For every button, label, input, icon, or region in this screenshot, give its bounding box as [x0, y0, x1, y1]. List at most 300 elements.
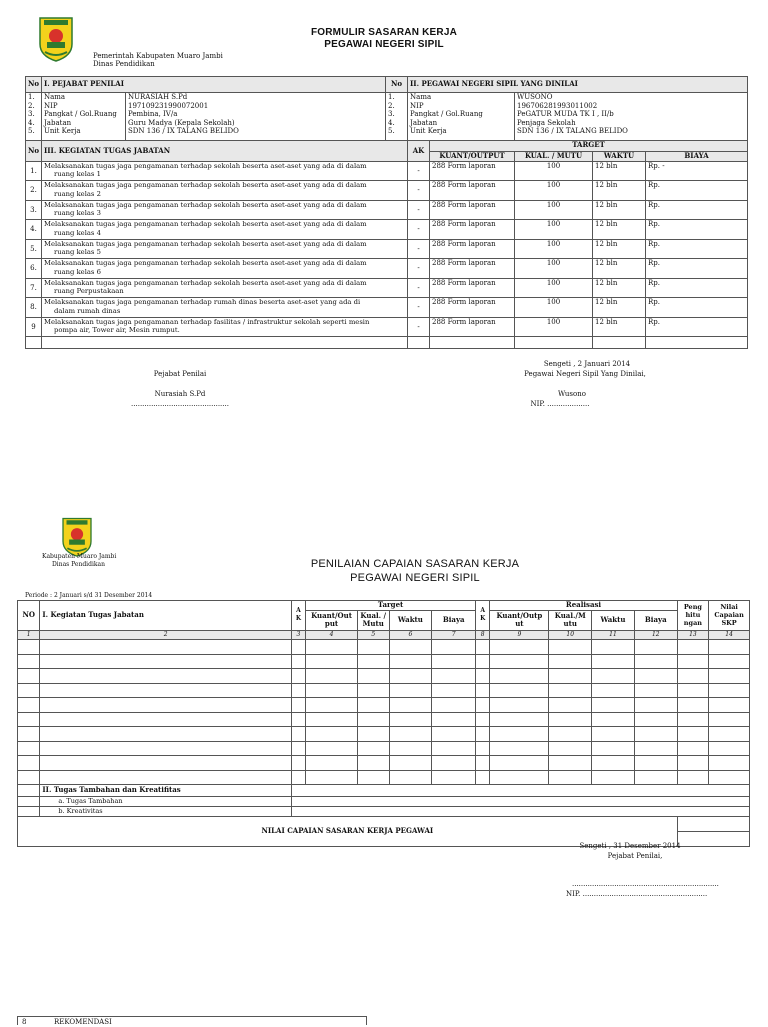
empty-cell: [306, 654, 358, 669]
task-kuant: 288 Form laporan: [430, 298, 515, 318]
left-signature-name: Nurasiah S.Pd: [154, 390, 206, 398]
empty-cell: [634, 756, 677, 771]
sasaran-kerja-table: [25, 76, 748, 349]
penilai-position: Guru Madya (Kepala Sekolah): [128, 118, 235, 127]
task-kuant: 288 Form laporan: [430, 200, 515, 220]
task-kuant: 288 Form laporan: [430, 259, 515, 279]
empty-cell: [291, 727, 305, 742]
period-text: Periode : 2 Januari s/d 31 Desember 2014: [25, 592, 153, 599]
empty-cell: [592, 712, 635, 727]
task-waktu: 12 bln: [593, 317, 646, 337]
empty-cell: [306, 727, 358, 742]
task-description: Melaksanakan tugas jaga pengamanan terhadap sekolah beserta aset-aset yang ada di dalam ruang kelas 2: [42, 181, 408, 201]
org-name: Pemerintah Kabupaten Muaro Jambi: [93, 52, 223, 60]
table-row: [18, 756, 750, 771]
section-number: 8: [22, 1018, 27, 1026]
task-row: [26, 200, 748, 220]
right-signature-nip: NIP. ...................: [530, 400, 590, 408]
empty-cell: [515, 337, 593, 349]
pegawai-values: [515, 93, 748, 141]
empty-cell: [476, 770, 490, 785]
empty-cell: [476, 654, 490, 669]
empty-cell: [389, 712, 432, 727]
empty-cell: [389, 669, 432, 684]
form1-title: FORMULIR SASARAN KERJA: [310, 27, 458, 38]
task-number: 5.: [26, 239, 42, 259]
empty-cell: [432, 756, 476, 771]
empty-cell: [634, 741, 677, 756]
empty-cell: [677, 741, 709, 756]
empty-cell: [549, 654, 592, 669]
empty-cell: [634, 683, 677, 698]
empty-cell: [291, 669, 305, 684]
table-row: [18, 683, 750, 698]
empty-cell: [549, 683, 592, 698]
empty-cell: [476, 756, 490, 771]
empty-cell: [389, 640, 432, 655]
field-labels: Nama NIP Pangkat / Gol.Ruang Jabatan Unit Kerja: [42, 93, 126, 141]
task-biaya: Rp.: [646, 298, 748, 318]
right-signature-name: Wusono: [558, 390, 586, 398]
empty-cell: [18, 785, 40, 797]
empty-cell: [709, 756, 750, 771]
empty-cell: [677, 640, 709, 655]
empty-cell: [18, 797, 40, 807]
pegawai-rank: PeGATUR MUDA TK I , II/b: [517, 110, 614, 118]
empty-cell: [432, 640, 476, 655]
empty-cell: [593, 337, 646, 349]
nilai-capaian-label: NILAI CAPAIAN SASARAN KERJA PEGAWAI: [18, 817, 678, 847]
penilai-nip: 197109231990072001: [128, 101, 209, 110]
biaya-target-header: Biaya: [432, 610, 476, 630]
task-row: [26, 181, 748, 201]
kual-header: KUAL. / MUTU: [515, 152, 593, 162]
table-row: [18, 640, 750, 655]
empty-cell: [357, 770, 389, 785]
empty-cell: [490, 683, 549, 698]
pegawai-nip: 196706281993011002: [517, 101, 598, 110]
kuant-realisasi-header: Kuant/Outp ut: [490, 610, 549, 630]
realisasi-header: Realisasi: [490, 601, 677, 611]
regency-emblem-logo: [37, 14, 75, 62]
table-row: [18, 712, 750, 727]
empty-cell: [40, 756, 291, 771]
target-header: Target: [306, 601, 476, 611]
empty-cell: [357, 669, 389, 684]
empty-cell: [677, 654, 709, 669]
left-signature-role: Pejabat Penilai: [153, 370, 207, 378]
table-row: [18, 698, 750, 713]
empty-cell: [709, 770, 750, 785]
task-ak: -: [408, 181, 430, 201]
empty-cell: [291, 683, 305, 698]
empty-cell: [291, 654, 305, 669]
signature-nip: NIP. ........................................................: [566, 890, 708, 898]
task-kuant: 288 Form laporan: [430, 317, 515, 337]
empty-cell: [592, 770, 635, 785]
task-row: [26, 298, 748, 318]
empty-cell: [40, 712, 291, 727]
task-biaya: Rp.: [646, 181, 748, 201]
empty-cell: [709, 741, 750, 756]
empty-cell: [432, 727, 476, 742]
waktu-realisasi-header: Waktu: [592, 610, 635, 630]
nilai-capaian-header: Nilai Capaian SKP: [709, 601, 750, 631]
empty-cell: [592, 640, 635, 655]
empty-cell: [634, 727, 677, 742]
col-no-header: No: [386, 77, 408, 93]
empty-cell: [432, 669, 476, 684]
table-row: [18, 669, 750, 684]
empty-cell: [677, 683, 709, 698]
empty-cell: [592, 683, 635, 698]
col-no-header: NO: [18, 601, 40, 631]
empty-cell: [490, 698, 549, 713]
empty-cell: [430, 337, 515, 349]
penilai-name: NURASIAH S.Pd: [128, 93, 188, 101]
empty-cell: [677, 727, 709, 742]
form2-subtitle: PEGAWAI NEGERI SIPIL: [350, 572, 480, 584]
kual-target-header: Kual. / Mutu: [357, 610, 389, 630]
empty-cell: [709, 669, 750, 684]
empty-cell: [549, 698, 592, 713]
empty-cell: [389, 654, 432, 669]
empty-cell: [357, 712, 389, 727]
task-biaya: Rp.: [646, 239, 748, 259]
task-kual: 100: [515, 298, 593, 318]
task-number: 1.: [26, 161, 42, 181]
task-number: 7.: [26, 278, 42, 298]
rekomendasi-label: REKOMENDASI: [54, 1018, 112, 1026]
empty-cell: [357, 654, 389, 669]
empty-cell: [291, 698, 305, 713]
task-waktu: 12 bln: [593, 298, 646, 318]
empty-cell: [18, 770, 40, 785]
task-description: Melaksanakan tugas jaga pengamanan terhadap sekolah beserta aset-aset yang ada di dalam ruang kelas 3: [42, 200, 408, 220]
task-row: [26, 239, 748, 259]
empty-cell: [432, 712, 476, 727]
empty-cell: [291, 756, 305, 771]
task-description: Melaksanakan tugas jaga pengamanan terhadap sekolah beserta aset-aset yang ada di dalam ruang kelas 5: [42, 239, 408, 259]
empty-cell: [389, 683, 432, 698]
empty-cell: [42, 337, 408, 349]
signature-role: Pejabat Penilai,: [607, 852, 663, 860]
empty-cell: [408, 337, 430, 349]
empty-cell: [490, 669, 549, 684]
empty-cell: [389, 756, 432, 771]
waktu-header: WAKTU: [593, 152, 646, 162]
empty-cell: [490, 640, 549, 655]
empty-cell: [476, 712, 490, 727]
empty-cell: [646, 337, 748, 349]
empty-cell: [291, 797, 749, 807]
empty-cell: [291, 712, 305, 727]
date-line: Sengeti , 2 Januari 2014: [543, 360, 631, 368]
empty-cell: [432, 683, 476, 698]
field-numbers: 1. 2. 3. 4. 5.: [26, 93, 42, 141]
empty-cell: [549, 741, 592, 756]
empty-cell: [476, 669, 490, 684]
ak-header: AK: [408, 141, 430, 162]
empty-cell: [291, 785, 749, 797]
kegiatan-header: I. Kegiatan Tugas Jabatan: [40, 601, 291, 631]
empty-cell: [677, 669, 709, 684]
empty-cell: [490, 727, 549, 742]
empty-cell: [357, 741, 389, 756]
task-kual: 100: [515, 259, 593, 279]
ak-header: A K: [476, 601, 490, 631]
task-kuant: 288 Form laporan: [430, 161, 515, 181]
biaya-realisasi-header: Biaya: [634, 610, 677, 630]
empty-cell: [18, 698, 40, 713]
empty-cell: [291, 807, 749, 817]
task-row: [26, 220, 748, 240]
empty-cell: [18, 669, 40, 684]
task-row: [26, 161, 748, 181]
tugas-tambahan-header: II. Tugas Tambahan dan Kreatifitas: [40, 785, 291, 797]
task-waktu: 12 bln: [593, 259, 646, 279]
pejabat-penilai-header: I. PEJABAT PENILAI: [42, 77, 386, 93]
task-ak: -: [408, 239, 430, 259]
task-kual: 100: [515, 278, 593, 298]
task-number: 6.: [26, 259, 42, 279]
kegiatan-header: III. KEGIATAN TUGAS JABATAN: [42, 141, 408, 162]
ak-header: A K: [291, 601, 305, 631]
empty-cell: [549, 727, 592, 742]
empty-cell: [476, 727, 490, 742]
empty-cell: [709, 712, 750, 727]
kreativitas-item: b. Kreativitas: [40, 807, 291, 817]
task-kual: 100: [515, 181, 593, 201]
empty-cell: [291, 640, 305, 655]
empty-cell: [592, 756, 635, 771]
table-row: [18, 654, 750, 669]
kuant-target-header: Kuant/Out put: [306, 610, 358, 630]
pegawai-unit: SDN 136 / IX TALANG BELIDO: [517, 127, 628, 135]
empty-cell: [677, 712, 709, 727]
empty-cell: [306, 669, 358, 684]
task-kuant: 288 Form laporan: [430, 220, 515, 240]
empty-cell: [40, 669, 291, 684]
empty-cell: [549, 756, 592, 771]
empty-cell: [389, 741, 432, 756]
task-biaya: Rp.: [646, 200, 748, 220]
empty-cell: [291, 741, 305, 756]
task-waktu: 12 bln: [593, 181, 646, 201]
penilai-values: [126, 93, 386, 141]
empty-cell: [709, 698, 750, 713]
empty-cell: [549, 712, 592, 727]
pegawai-name: WUSONO: [517, 93, 553, 101]
empty-cell: [592, 741, 635, 756]
task-row: [26, 259, 748, 279]
task-description: Melaksanakan tugas jaga pengamanan terhadap rumah dinas beserta aset-aset yang ada di dalam rumah dinas: [42, 298, 408, 318]
date-line: Sengeti , 31 Desember 2014: [579, 842, 681, 850]
tugas-tambahan-item: a. Tugas Tambahan: [40, 797, 291, 807]
task-number: 8.: [26, 298, 42, 318]
task-description: Melaksanakan tugas jaga pengamanan terhadap sekolah beserta aset-aset yang ada di dalam ruang Perpustakaan: [42, 278, 408, 298]
task-number: 9: [26, 317, 42, 337]
task-biaya: Rp.: [646, 220, 748, 240]
penilai-rank: Pembina, IV/a: [128, 110, 178, 118]
empty-cell: [306, 770, 358, 785]
empty-cell: [432, 741, 476, 756]
form1-subtitle: PEGAWAI NEGERI SIPIL: [324, 39, 444, 50]
task-waktu: 12 bln: [593, 161, 646, 181]
empty-cell: [549, 770, 592, 785]
task-kuant: 288 Form laporan: [430, 278, 515, 298]
empty-cell: [490, 756, 549, 771]
biaya-header: BIAYA: [646, 152, 748, 162]
task-description: Melaksanakan tugas jaga pengamanan terhadap sekolah beserta aset-aset yang ada di dalam ruang kelas 6: [42, 259, 408, 279]
empty-cell: [549, 640, 592, 655]
empty-cell: [476, 698, 490, 713]
empty-cell: [357, 756, 389, 771]
task-number: 2.: [26, 181, 42, 201]
field-numbers: 1. 2. 3. 4. 5.: [386, 93, 408, 141]
task-kuant: 288 Form laporan: [430, 181, 515, 201]
empty-cell: [490, 770, 549, 785]
empty-cell: [18, 654, 40, 669]
empty-cell: [357, 698, 389, 713]
task-description: Melaksanakan tugas jaga pengamanan terhadap sekolah beserta aset-aset yang ada di dalam ruang kelas 4: [42, 220, 408, 240]
empty-cell: [634, 712, 677, 727]
empty-cell: [432, 698, 476, 713]
right-signature-role: Pegawai Negeri Sipil Yang Dinilai,: [524, 370, 646, 378]
table-row: [18, 741, 750, 756]
empty-cell: [306, 741, 358, 756]
empty-cell: [306, 712, 358, 727]
task-ak: -: [408, 317, 430, 337]
empty-cell: [549, 669, 592, 684]
penilai-unit: SDN 136 / IX TALANG BELIDO: [128, 127, 239, 135]
task-waktu: 12 bln: [593, 220, 646, 240]
task-kuant: 288 Form laporan: [430, 239, 515, 259]
left-signature-line: ............................................: [131, 400, 229, 408]
task-kual: 100: [515, 220, 593, 240]
empty-cell: [18, 640, 40, 655]
empty-cell: [389, 770, 432, 785]
empty-cell: [490, 712, 549, 727]
task-description: Melaksanakan tugas jaga pengamanan terhadap fasilitas / infrastruktur sekolah seperti mesin pompa air, Tower air, Mesin rumput.: [42, 317, 408, 337]
task-row: [26, 278, 748, 298]
empty-cell: [357, 683, 389, 698]
empty-cell: [677, 756, 709, 771]
task-biaya: Rp.: [646, 317, 748, 337]
empty-cell: [592, 669, 635, 684]
empty-cell: [634, 640, 677, 655]
task-waktu: 12 bln: [593, 278, 646, 298]
table-row: [18, 770, 750, 785]
task-biaya: Rp. -: [646, 161, 748, 181]
empty-cell: [40, 741, 291, 756]
empty-cell: [26, 337, 42, 349]
empty-cell: [634, 669, 677, 684]
penilaian-table: [17, 600, 750, 847]
task-kual: 100: [515, 239, 593, 259]
col-no-header: No: [26, 141, 42, 162]
empty-cell: [432, 770, 476, 785]
empty-cell: [476, 683, 490, 698]
task-ak: -: [408, 220, 430, 240]
task-ak: -: [408, 259, 430, 279]
empty-cell: [709, 727, 750, 742]
task-number: 3.: [26, 200, 42, 220]
empty-cell: [306, 640, 358, 655]
empty-cell: [709, 654, 750, 669]
empty-cell: [677, 770, 709, 785]
empty-cell: [291, 770, 305, 785]
perhitungan-header: Peng hitu ngan: [677, 601, 709, 631]
empty-cell: [40, 727, 291, 742]
empty-cell: [634, 698, 677, 713]
field-labels: Nama NIP Pangkat / Gol.Ruang Jabatan Unit Kerja: [408, 93, 515, 141]
column-number-row: 1 2 3 4 5 6 7 8 9 10 11 12 13 14: [18, 630, 750, 640]
empty-cell: [432, 654, 476, 669]
empty-cell: [709, 683, 750, 698]
org-department: Dinas Pendidikan: [52, 561, 105, 568]
task-description: Melaksanakan tugas jaga pengamanan terhadap sekolah beserta aset-aset yang ada di dalam ruang kelas 1: [42, 161, 408, 181]
task-waktu: 12 bln: [593, 200, 646, 220]
empty-cell: [18, 683, 40, 698]
empty-cell: [40, 654, 291, 669]
empty-cell: [40, 698, 291, 713]
org-department: Dinas Pendidikan: [93, 60, 155, 68]
empty-cell: [357, 727, 389, 742]
target-header: TARGET: [430, 141, 748, 152]
task-waktu: 12 bln: [593, 239, 646, 259]
empty-cell: [18, 807, 40, 817]
empty-cell: [18, 712, 40, 727]
col-no-header: No: [26, 77, 42, 93]
empty-cell: [677, 698, 709, 713]
org-name: Kabupaten Muaro Jambi: [42, 553, 117, 560]
task-ak: -: [408, 298, 430, 318]
task-biaya: Rp.: [646, 259, 748, 279]
empty-cell: [40, 683, 291, 698]
form2-title: PENILAIAN CAPAIAN SASARAN KERJA: [310, 558, 520, 570]
task-ak: -: [408, 278, 430, 298]
regency-emblem-logo: [60, 515, 94, 557]
waktu-target-header: Waktu: [389, 610, 432, 630]
task-number: 4.: [26, 220, 42, 240]
empty-cell: [476, 741, 490, 756]
empty-cell: [389, 698, 432, 713]
signature-line: ..................................................................: [572, 880, 719, 888]
empty-cell: [306, 756, 358, 771]
table-row: [18, 727, 750, 742]
empty-cell: [476, 640, 490, 655]
kual-realisasi-header: Kual./M utu: [549, 610, 592, 630]
task-ak: -: [408, 161, 430, 181]
task-row: [26, 317, 748, 337]
task-ak: -: [408, 200, 430, 220]
empty-cell: [490, 654, 549, 669]
empty-cell: [634, 770, 677, 785]
task-kual: 100: [515, 317, 593, 337]
pegawai-position: Penjaga Sekolah: [517, 118, 576, 127]
kuant-header: KUANT/OUTPUT: [430, 152, 515, 162]
empty-cell: [18, 727, 40, 742]
empty-cell: [306, 683, 358, 698]
task-biaya: Rp.: [646, 278, 748, 298]
empty-cell: [709, 640, 750, 655]
empty-cell: [18, 741, 40, 756]
empty-cell: [634, 654, 677, 669]
pegawai-dinilai-header: II. PEGAWAI NEGERI SIPIL YANG DINILAI: [408, 77, 748, 93]
empty-cell: [592, 698, 635, 713]
empty-cell: [40, 770, 291, 785]
